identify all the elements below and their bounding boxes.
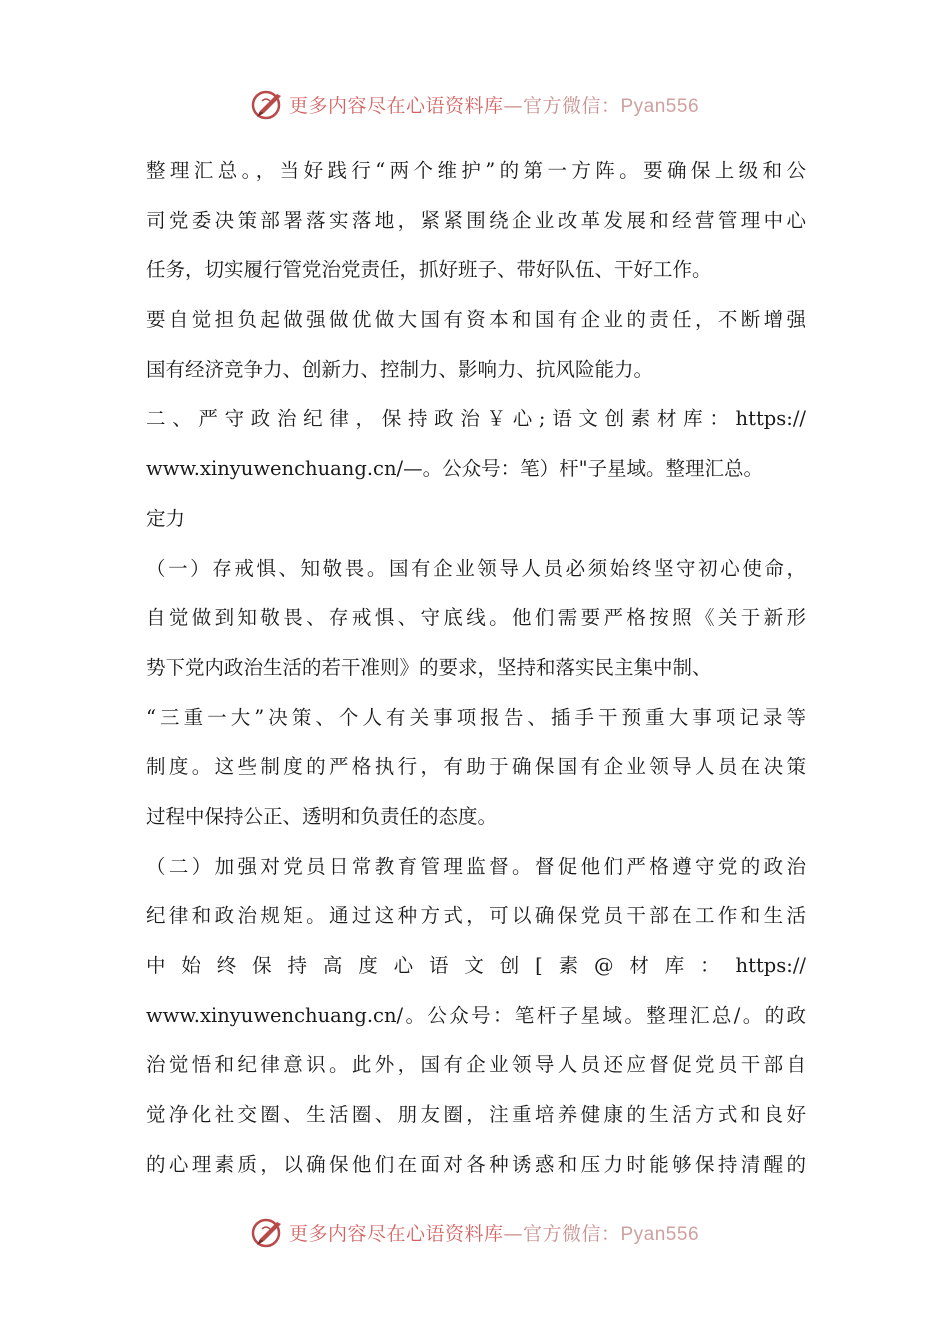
footer-watermark-banner (0, 1212, 950, 1252)
text-line: 国有经济竞争力、创新力、控制力、影响力、抗风险能力。 (146, 357, 654, 381)
text-line: 纪律和政治规矩。通过这种方式，可以确保党员干部在工作和生活 (146, 904, 806, 928)
text-line: 要自觉担负起做强做优做大国有资本和国有企业的责任，不断增强 (146, 308, 806, 332)
text-line: www.xinyuwenchuang.cn/。公众号：笔杆子星域。整理汇总/。的政 (146, 1003, 806, 1027)
text-line: 整理汇总。，当好践行“两个维护”的第一方阵。要确保上级和公 (146, 159, 806, 182)
text-line: 势下党内政治生活的若干准则》的要求，坚持和落实民主集中制、 (146, 655, 712, 679)
text-line: www.xinyuwenchuang.cn/—。公众号：笔）杆"子星域。整理汇总。 (146, 457, 764, 481)
text-line: 司党委决策部署落实落地，紧紧围绕企业改革发展和经营管理中心 (146, 208, 806, 232)
text-line: 二、严守政治纪律，保持政治￥心;语文创素材库：https:// (146, 407, 806, 431)
text-line: 过程中保持公正、透明和负责任的态度。 (146, 804, 498, 828)
header-watermark-banner (0, 84, 950, 124)
banner-text: 更多内容尽在心语资料库—官方微信：Pyan556 (288, 94, 700, 117)
text-line: （二）加强对党员日常教育管理监督。督促他们严格遵守党的政治 (146, 854, 806, 878)
text-line: 制度。这些制度的严格执行，有助于确保国有企业领导人员在决策 (146, 755, 806, 779)
text-line: “三重一大”决策、个人有关事项报告、插手干预重大事项记录等 (146, 705, 806, 729)
pen-logo-icon (251, 87, 285, 121)
text-line: 中始终保持高度心语文创[素@材库：https:// (146, 954, 806, 977)
text-line: 治觉悟和纪律意识。此外，国有企业领导人员还应督促党员干部自 (146, 1053, 806, 1077)
text-line: 定力 (146, 506, 186, 530)
banner-text: 更多内容尽在心语资料库—官方微信：Pyan556 (288, 1222, 700, 1245)
text-line: 自觉做到知敬畏、存戒惧、守底线。他们需要严格按照《关于新形 (146, 606, 806, 630)
pen-logo-icon (251, 1215, 285, 1249)
document-body (146, 146, 806, 1189)
text-line: 任务，切实履行管党治党责任，抓好班子、带好队伍、干好工作。 (146, 258, 712, 282)
text-line: 的心理素质，以确保他们在面对各种诱惑和压力时能够保持清醒的 (146, 1152, 806, 1176)
text-line: （一）存戒惧、知敬畏。国有企业领导人员必须始终坚守初心使命， (146, 556, 806, 580)
text-line: 觉净化社交圈、生活圈、朋友圈，注重培养健康的生活方式和良好 (146, 1103, 806, 1127)
